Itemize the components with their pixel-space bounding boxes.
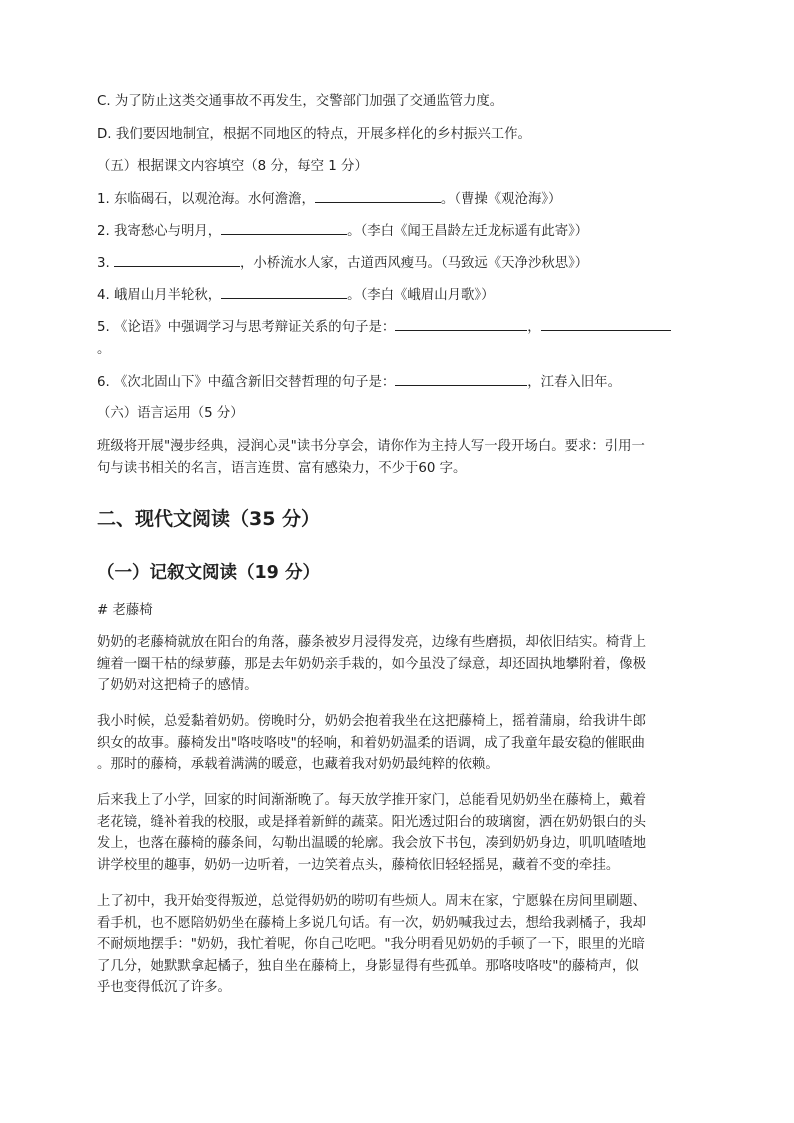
answer-blank[interactable]	[395, 372, 527, 386]
fill-question-6: 6. 《次北固山下》中蕴含新旧交替哲理的句子是： ，江春入旧年。	[97, 372, 707, 393]
fill-question-2: 2. 我寄愁心与明月， 。（李白《闻王昌龄左迁龙标遥有此寄》）	[97, 221, 707, 242]
answer-blank[interactable]	[114, 253, 240, 267]
section6-heading: （六）语言运用（5 分）	[97, 406, 244, 421]
answer-blank[interactable]	[395, 317, 527, 331]
story-paragraph-1: 奶奶的老藤椅就放在阳台的角落，藤条被岁月浸得发亮，边缘有些磨损，却依旧结实。椅背上 缠着一圈干枯的绿萝藤，那是去年奶奶亲手栽的，如今虽没了绿意，却还固执地攀附着，像极 了奶奶对这把椅子的感情。	[97, 635, 647, 693]
fill-question-4: 4. 峨眉山月半轮秋， 。（李白《峨眉山月歌》）	[97, 285, 707, 306]
answer-blank[interactable]	[315, 189, 441, 203]
option-c: C. 为了防止这类交通事故不再发生，交警部门加强了交通监管力度。	[97, 94, 504, 109]
fill-question-1: 1. 东临碣石，以观沧海。水何澹澹， 。（曹操《观沧海》）	[97, 189, 707, 210]
fill-question-3: 3. ，小桥流水人家，古道西风瘦马。（马致远《天净沙秋思》）	[97, 253, 707, 274]
story-paragraph-3: 后来我上了小学，回家的时间渐渐晚了。每天放学推开家门，总能看见奶奶坐在藤椅上，戴着 老花镜，缝补着我的校服，或是择着新鲜的蔬菜。阳光透过阳台的玻璃窗，洒在奶奶银白的头 发上，也落在藤椅的藤条间，勾勒出温暖的轮廓。我会放下书包，凑到奶奶身边，叽叽喳喳地 讲学校里的趣事，奶奶一边听着，一边笑着点头，藤椅依旧轻轻摇晃，藏着不变的牵挂。	[97, 793, 647, 873]
reading1-title: （一）记叙文阅读（19 分）	[97, 563, 320, 583]
fill-question-5-end: 。	[97, 342, 111, 357]
section6-prompt: 班级将开展"漫步经典，浸润心灵"读书分享会，请你作为主持人写一段开场白。要求：引用一 句与读书相关的名言，语言连贯、富有感染力，不少于60 字。	[97, 439, 645, 476]
option-d: D. 我们要因地制宜，根据不同地区的特点，开展多样化的乡村振兴工作。	[97, 127, 531, 142]
part2-title: 二、现代文阅读（35 分）	[97, 508, 321, 530]
answer-blank[interactable]	[541, 317, 671, 331]
answer-blank[interactable]	[221, 285, 347, 299]
answer-blank[interactable]	[221, 221, 347, 235]
story-paragraph-2: 我小时候，总爱黏着奶奶。傍晚时分，奶奶会抱着我坐在这把藤椅上，摇着蒲扇，给我讲牛郎 织女的故事。藤椅发出"咯吱咯吱"的轻响，和着奶奶温柔的语调，成了我童年最安稳的催眠曲 。那时的藤椅，承载着满满的暖意，也藏着我对奶奶最纯粹的依赖。	[97, 714, 647, 772]
section5-heading: （五）根据课文内容填空（8 分，每空 1 分）	[97, 159, 368, 174]
fill-question-5: 5. 《论语》中强调学习与思考辩证关系的句子是： ，	[97, 317, 707, 338]
story-title: # 老藤椅	[97, 603, 153, 618]
story-paragraph-4: 上了初中，我开始变得叛逆，总觉得奶奶的唠叨有些烦人。周末在家，宁愿躲在房间里刷题、 看手机，也不愿陪奶奶坐在藤椅上多说几句话。有一次，奶奶喊我过去，想给我剥橘子，我却 不耐烦地摆手："奶奶，我忙着呢，你自己吃吧。"我分明看见奶奶的手顿了一下，眼里的光暗 了几分，她默默拿起橘子，独自坐在藤椅上，身影显得有些孤单。那咯吱咯吱"的藤椅声，似 乎也变得低沉了许多。	[97, 894, 647, 995]
